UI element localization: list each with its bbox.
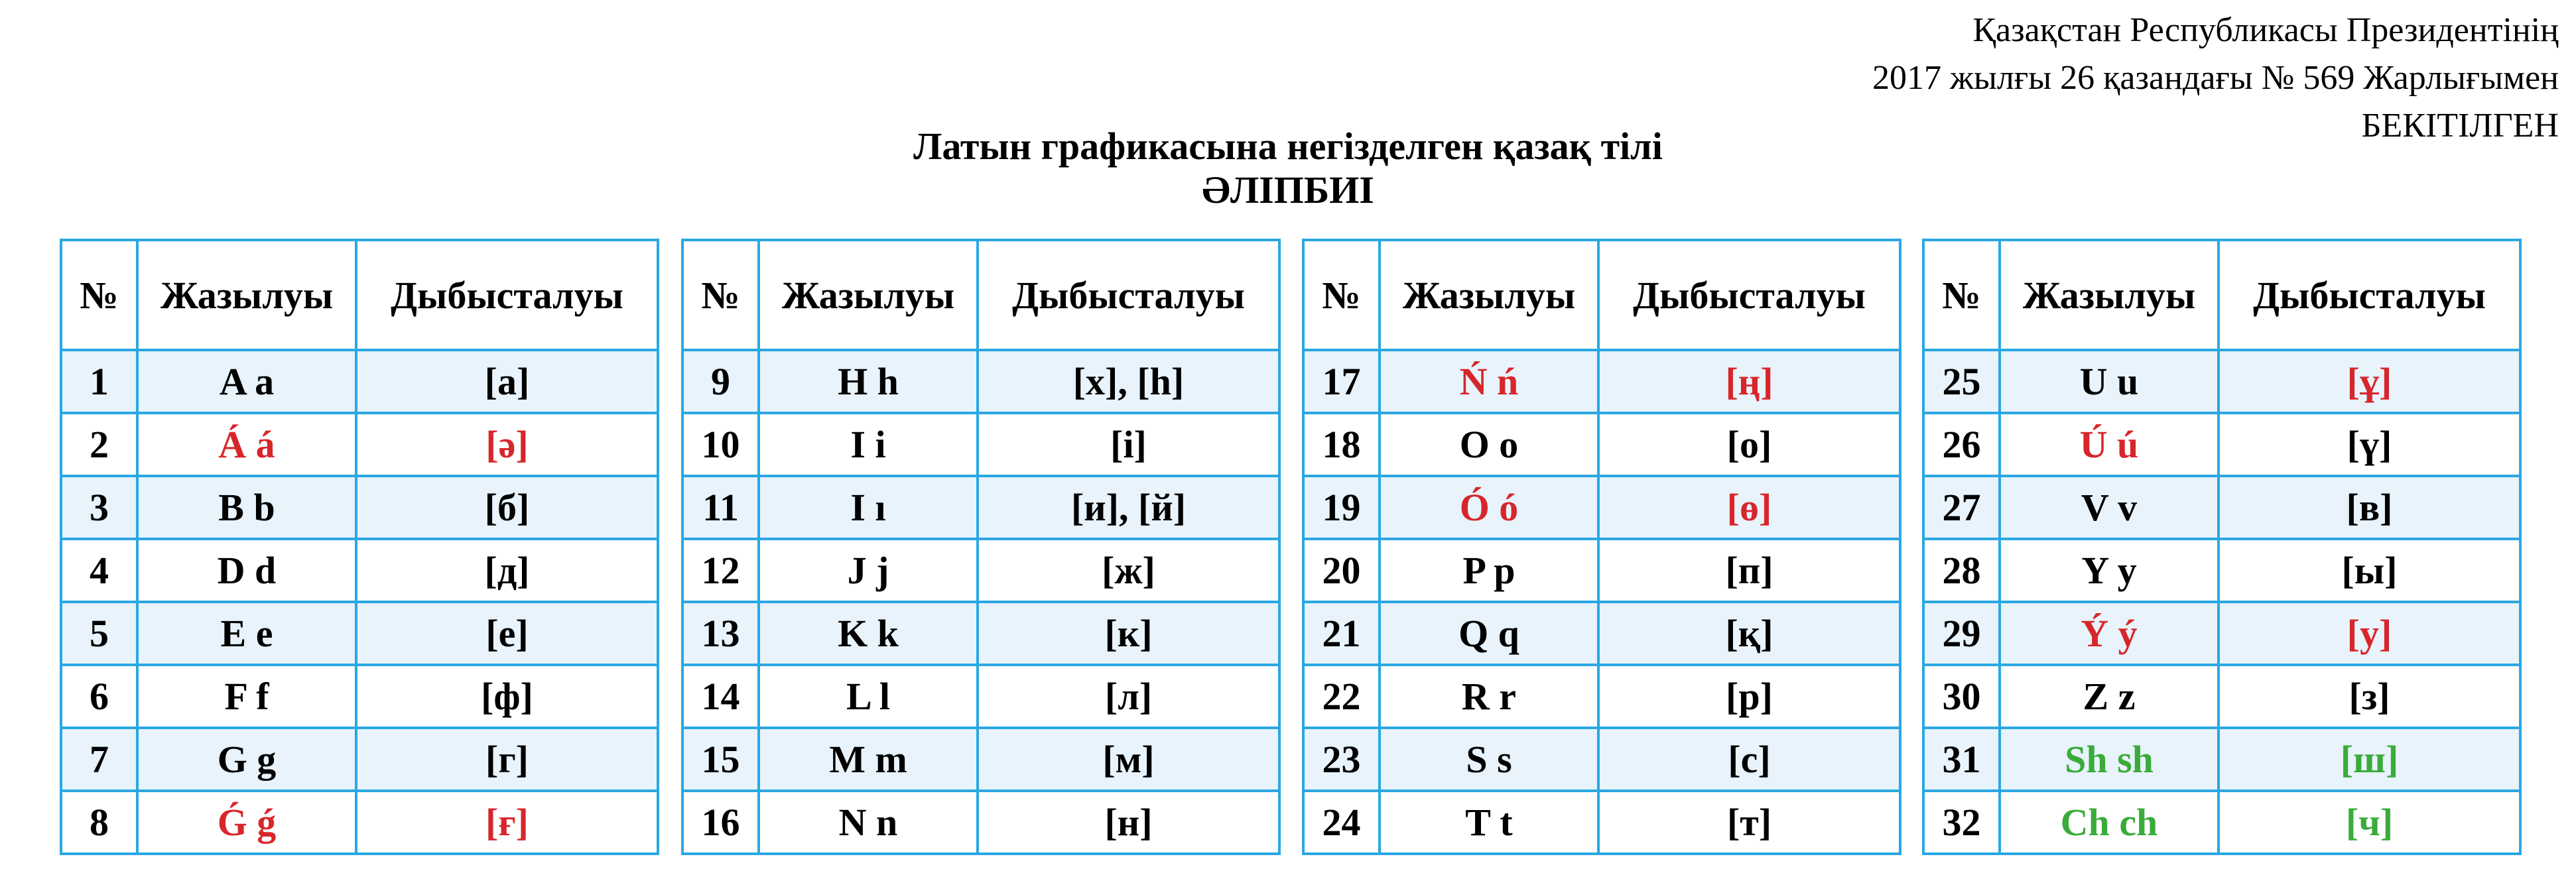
letter-pronunciation: [ң] <box>1598 350 1900 413</box>
table-row <box>682 350 1279 413</box>
letter-number: 25 <box>1923 350 2000 413</box>
letter-spelling: Q q <box>1380 602 1598 665</box>
letter-number: 17 <box>1303 350 1380 413</box>
table-row <box>1923 413 2520 476</box>
table-row <box>682 602 1279 665</box>
table-row <box>1923 728 2520 791</box>
letter-spelling: O o <box>1380 413 1598 476</box>
letter-pronunciation: [у] <box>2219 602 2520 665</box>
letter-spelling: Ń ń <box>1380 350 1598 413</box>
letter-pronunciation: [г] <box>356 728 658 791</box>
letter-pronunciation: [ө] <box>1598 476 1900 539</box>
letter-number: 21 <box>1303 602 1380 665</box>
letter-spelling: A a <box>137 350 356 413</box>
table-row <box>682 476 1279 539</box>
letter-pronunciation: [ш] <box>2219 728 2520 791</box>
letter-number: 1 <box>61 350 137 413</box>
letter-number: 22 <box>1303 665 1380 728</box>
alphabet-tables <box>0 239 2576 852</box>
letter-spelling: Z z <box>2000 665 2219 728</box>
table-row <box>61 728 658 791</box>
letter-number: 4 <box>61 539 137 602</box>
letter-spelling: Ú ú <box>2000 413 2219 476</box>
letter-pronunciation: [л] <box>978 665 1279 728</box>
table-header-row <box>1923 240 2520 350</box>
letter-spelling: F f <box>137 665 356 728</box>
header-pronunciation: Дыбысталуы <box>978 240 1279 350</box>
table-header-row <box>1303 240 1900 350</box>
letter-pronunciation: [ә] <box>356 413 658 476</box>
letter-spelling: R r <box>1380 665 1598 728</box>
table-row <box>682 728 1279 791</box>
letter-pronunciation: [и], [й] <box>978 476 1279 539</box>
letter-number: 13 <box>682 602 759 665</box>
letter-pronunciation: [з] <box>2219 665 2520 728</box>
table-row <box>1923 539 2520 602</box>
letter-spelling: L l <box>759 665 978 728</box>
letter-spelling: S s <box>1380 728 1598 791</box>
letter-spelling: T t <box>1380 791 1598 854</box>
letter-number: 5 <box>61 602 137 665</box>
table-row <box>1923 602 2520 665</box>
table-row <box>682 791 1279 854</box>
header-number: № <box>1303 240 1380 350</box>
header-number: № <box>682 240 759 350</box>
letter-spelling: D d <box>137 539 356 602</box>
letter-number: 10 <box>682 413 759 476</box>
letter-number: 9 <box>682 350 759 413</box>
header-number: № <box>1923 240 2000 350</box>
letter-spelling: P p <box>1380 539 1598 602</box>
table-row <box>61 665 658 728</box>
letter-pronunciation: [і] <box>978 413 1279 476</box>
letter-number: 24 <box>1303 791 1380 854</box>
letter-pronunciation: [х], [һ] <box>978 350 1279 413</box>
letter-pronunciation: [ғ] <box>356 791 658 854</box>
letter-number: 14 <box>682 665 759 728</box>
header-number: № <box>61 240 137 350</box>
letter-spelling: E e <box>137 602 356 665</box>
letter-number: 30 <box>1923 665 2000 728</box>
alphabet-table-4 <box>1922 239 2522 855</box>
table-row <box>61 602 658 665</box>
letter-pronunciation: [ж] <box>978 539 1279 602</box>
letter-number: 18 <box>1303 413 1380 476</box>
table-row <box>61 413 658 476</box>
letter-number: 28 <box>1923 539 2000 602</box>
letter-number: 12 <box>682 539 759 602</box>
letter-number: 29 <box>1923 602 2000 665</box>
letter-pronunciation: [о] <box>1598 413 1900 476</box>
letter-number: 19 <box>1303 476 1380 539</box>
letter-pronunciation: [р] <box>1598 665 1900 728</box>
letter-pronunciation: [т] <box>1598 791 1900 854</box>
table-row <box>1303 413 1900 476</box>
letter-number: 15 <box>682 728 759 791</box>
letter-number: 2 <box>61 413 137 476</box>
letter-spelling: Á á <box>137 413 356 476</box>
table-row <box>682 539 1279 602</box>
table-row <box>1923 665 2520 728</box>
alphabet-table-2 <box>681 239 1281 855</box>
table-row <box>1303 350 1900 413</box>
alphabet-table-3 <box>1302 239 1901 855</box>
letter-pronunciation: [е] <box>356 602 658 665</box>
approval-line-3: БЕКІТІЛГЕН <box>2361 107 2559 145</box>
letter-pronunciation: [к] <box>978 602 1279 665</box>
letter-number: 3 <box>61 476 137 539</box>
approval-line-2: 2017 жылғы 26 қазандағы № 569 Жарлығымен <box>1872 59 2559 97</box>
header-spelling: Жазылуы <box>1380 240 1598 350</box>
table-header-row <box>61 240 658 350</box>
letter-spelling: K k <box>759 602 978 665</box>
letter-number: 23 <box>1303 728 1380 791</box>
letter-spelling: Sh sh <box>2000 728 2219 791</box>
table-row <box>1303 476 1900 539</box>
letter-pronunciation: [б] <box>356 476 658 539</box>
letter-spelling: U u <box>2000 350 2219 413</box>
header-pronunciation: Дыбысталуы <box>2219 240 2520 350</box>
letter-number: 27 <box>1923 476 2000 539</box>
letter-pronunciation: [қ] <box>1598 602 1900 665</box>
header-pronunciation: Дыбысталуы <box>356 240 658 350</box>
letter-pronunciation: [д] <box>356 539 658 602</box>
table-row <box>682 665 1279 728</box>
letter-pronunciation: [с] <box>1598 728 1900 791</box>
table-row <box>1303 539 1900 602</box>
header-spelling: Жазылуы <box>759 240 978 350</box>
title-line-1: Латын графикасына негізделген қазақ тілі <box>913 125 1663 168</box>
table-header-row <box>682 240 1279 350</box>
letter-number: 6 <box>61 665 137 728</box>
letter-spelling: Ó ó <box>1380 476 1598 539</box>
letter-number: 32 <box>1923 791 2000 854</box>
letter-spelling: Ý ý <box>2000 602 2219 665</box>
header-spelling: Жазылуы <box>137 240 356 350</box>
letter-spelling: B b <box>137 476 356 539</box>
letter-number: 11 <box>682 476 759 539</box>
header-pronunciation: Дыбысталуы <box>1598 240 1900 350</box>
letter-pronunciation: [ф] <box>356 665 658 728</box>
alphabet-table-1 <box>60 239 659 855</box>
document-title <box>0 125 2576 212</box>
letter-spelling: V v <box>2000 476 2219 539</box>
letter-spelling: Ch ch <box>2000 791 2219 854</box>
letter-spelling: J j <box>759 539 978 602</box>
letter-pronunciation: [п] <box>1598 539 1900 602</box>
letter-number: 31 <box>1923 728 2000 791</box>
table-row <box>1303 665 1900 728</box>
letter-pronunciation: [н] <box>978 791 1279 854</box>
header-spelling: Жазылуы <box>2000 240 2219 350</box>
letter-spelling: Y y <box>2000 539 2219 602</box>
table-row <box>1923 350 2520 413</box>
title-line-2: ӘЛІПБИІ <box>1202 168 1374 211</box>
table-row <box>682 413 1279 476</box>
table-row <box>61 791 658 854</box>
table-row <box>1303 791 1900 854</box>
letter-pronunciation: [ы] <box>2219 539 2520 602</box>
letter-pronunciation: [а] <box>356 350 658 413</box>
letter-number: 16 <box>682 791 759 854</box>
letter-spelling: G g <box>137 728 356 791</box>
letter-spelling: M m <box>759 728 978 791</box>
letter-pronunciation: [ч] <box>2219 791 2520 854</box>
letter-number: 26 <box>1923 413 2000 476</box>
letter-spelling: H h <box>759 350 978 413</box>
letter-pronunciation: [м] <box>978 728 1279 791</box>
table-row <box>1303 728 1900 791</box>
table-row <box>61 350 658 413</box>
letter-pronunciation: [ү] <box>2219 413 2520 476</box>
letter-pronunciation: [ұ] <box>2219 350 2520 413</box>
table-row <box>61 539 658 602</box>
letter-number: 8 <box>61 791 137 854</box>
letter-spelling: I ı <box>759 476 978 539</box>
table-row <box>1303 602 1900 665</box>
letter-spelling: N n <box>759 791 978 854</box>
table-row <box>1923 791 2520 854</box>
table-row <box>61 476 658 539</box>
letter-number: 7 <box>61 728 137 791</box>
approval-line-1: Қазақстан Республикасы Президентінің <box>1972 11 2559 49</box>
letter-spelling: Ǵ ǵ <box>137 791 356 854</box>
table-row <box>1923 476 2520 539</box>
letter-spelling: I i <box>759 413 978 476</box>
letter-number: 20 <box>1303 539 1380 602</box>
letter-pronunciation: [в] <box>2219 476 2520 539</box>
